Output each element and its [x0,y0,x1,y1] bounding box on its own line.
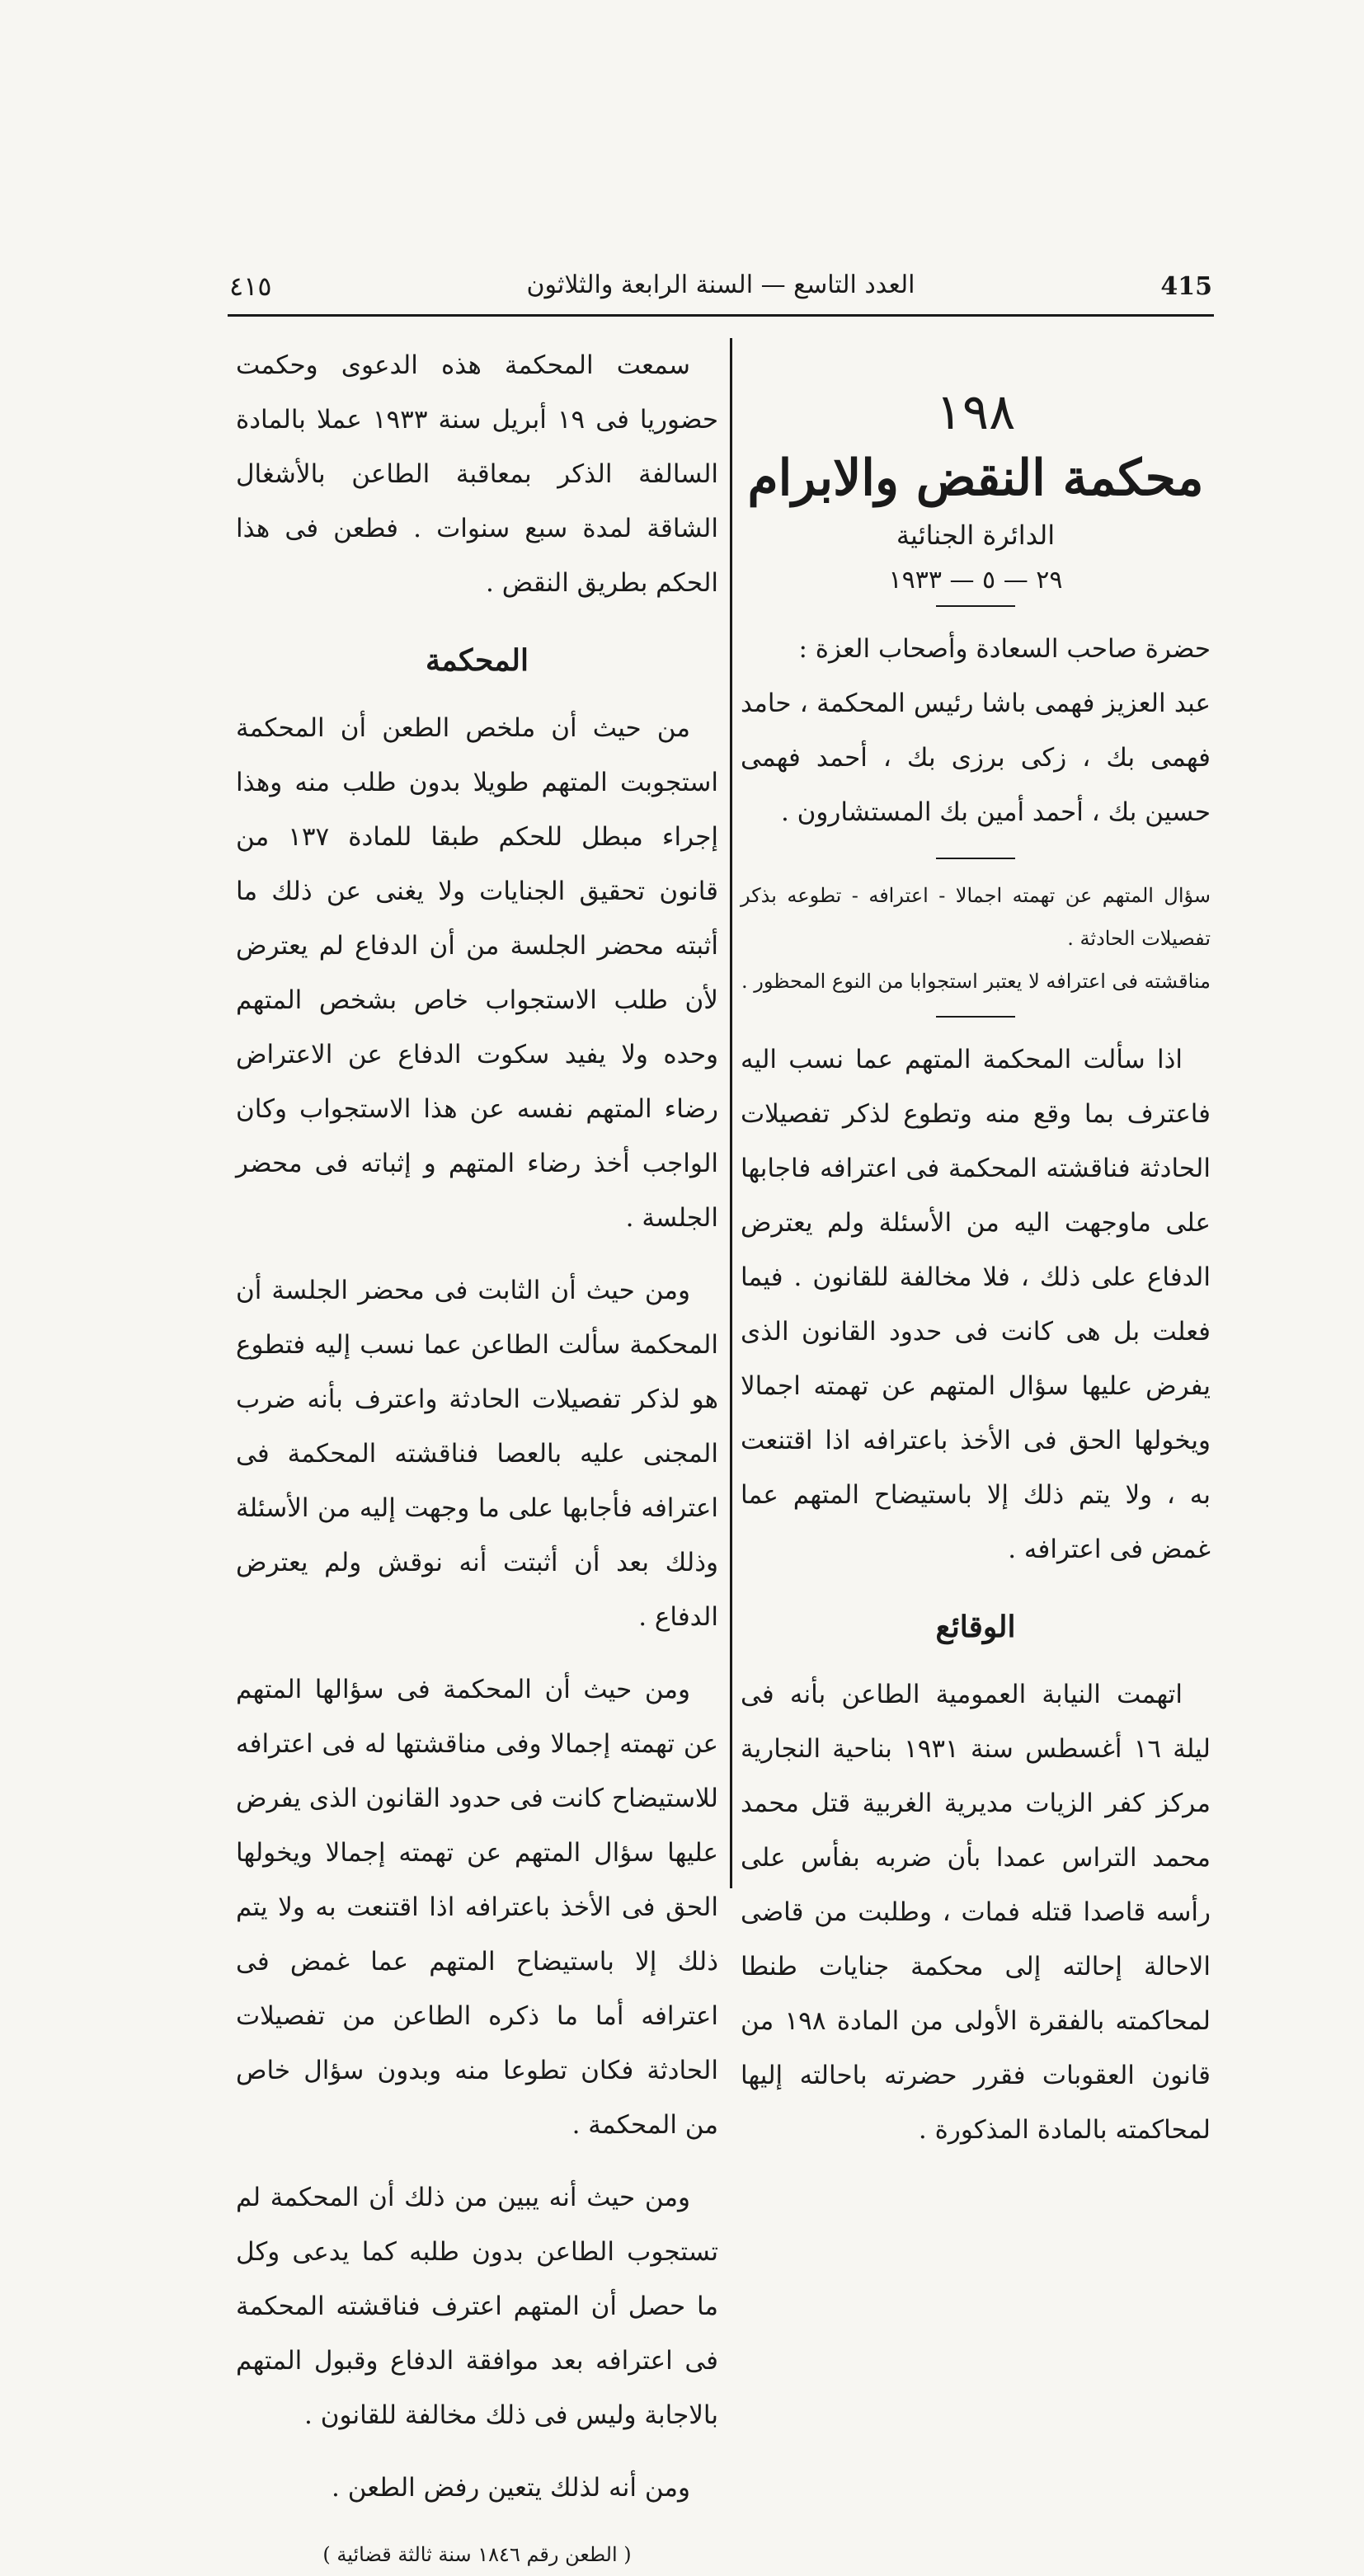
facts-paragraph: اتهمت النيابة العمومية الطاعن بأنه فى ليلة ١٦ أغسطس سنة ١٩٣١ بناحية النجارية مركز كفر الزيات مديرية الغربية قتل محمد محمد التراس عمدا بأن ضربه بفأس على رأسه قاصدا قتله فمات ، وطلبت من قاضى الاحالة إحالته إلى محكمة جنايات طنطا لمحاكمته بالفقرة الأولى من المادة ١٩٨ من قانون العقوبات فقرر حضرته باحالته إليها لمحاكمته بالمادة المذكورة . [741,1680,1211,2145]
reasoning-paragraph: ومن حيث أن المحكمة فى سؤالها المتهم عن تهمته إجمالا وفى مناقشتها له فى اعترافه للاستيضاح كانت فى حدود القانون الذى يفرض عليها سؤال المتهم عن تهمته إجمالا ويخولها الحق فى الأخذ باعترافه اذا اقتنعت به ولا يتم ذلك إلا باستيضاح المتهم عما غمض فى اعترافه أما ما ذكره الطاعن من تفصيلات الحادثة فكان تطوعا منه وبدون سؤال خاص من المحكمة . [236,1675,718,2140]
court-name: محكمة النقض والابرام [747,449,1204,507]
reasoning-paragraph: من حيث أن ملخص الطعن أن المحكمة استجوبت المتهم طويلا بدون طلب منه وهذا إجراء مبطل للحكم طبقا للمادة ١٣٧ من قانون تحقيق الجنايات ولا يغنى عن ذلك ما أثبته محضر الجلسة من أن الدفاع لم يعترض لأن طلب الاستجواب خاص بشخص المتهم وحده ولا يفيد سكوت الدفاع عن الاعتراض رضاء المتهم نفسه عن هذا الاستجواب وكان الواجب أخذ رضاء المتهم و إثباته فى محضر الجلسة . [236,713,718,1233]
case-number: ١٩٨ [935,383,1016,441]
column-divider [730,338,732,1888]
reasoning-paragraph: ومن حيث أنه يبين من ذلك أن المحكمة لم تستجوب الطاعن بدون طلبه كما يدعى وكل ما حصل أن المتهم اعترف فناقشته المحكمة فى اعترافه بعد موافقة الدفاع وقبول المتهم بالاجابة وليس فى ذلك مخالفة للقانون . [236,2183,718,2430]
page-number-arabic: ٤١٥ [229,270,272,302]
appeal-reference: ( الطعن رقم ١٨٤٦ سنة ثالثة قضائية ) [322,2543,632,2566]
ruling-paragraph: ومن أنه لذلك يتعين رفض الطعن . [332,2473,690,2503]
circuit-name: الدائرة الجنائية [896,519,1056,551]
divider [936,858,1015,859]
divider [936,605,1015,607]
judges-names: عبد العزيز فهمى باشا رئيس المحكمة ، حامد فهمى بك ، زكى برزى بك ، أحمد فهمى حسين بك ، أحمد أمين بك المستشارون . [741,689,1211,827]
reasoning-paragraph: ومن حيث أن الثابت فى محضر الجلسة أن المحكمة سألت الطاعن عما نسب إليه فتطوع هو لذكر تفصيلات الحادثة واعترف بأنه ضرب المجنى عليه بالعصا فناقشته المحكمة فى اعترافه فأجابها على ما وجهت إليه من الأسئلة وذلك بعد أن أثبتت أنه نوقش ولم يعترض الدفاع . [236,1276,718,1632]
page-number-latin: 415 [1160,272,1212,301]
header-rule [228,314,1214,317]
summary-line: مناقشته فى اعترافه لا يعتبر استجوابا من النوع المحظور . [741,970,1211,993]
judges-intro: حضرة صاحب السعادة وأصحاب العزة : [798,634,1211,664]
running-title: العدد التاسع — السنة الرابعة والثلاثون [526,270,915,299]
judgment-date: ٢٩ — ٥ — ١٩٣٣ [888,566,1063,595]
case-summary [741,874,1211,1003]
right-column [741,340,1211,2175]
legal-principle: اذا سألت المحكمة المتهم عما نسب اليه فاعترف بما وقع منه وتطوع لذكر تفصيلات الحادثة فناقشته المحكمة فى اعترافه فاجابها على ماوجهت اليه من الأسئلة ولم يعترض الدفاع على ذلك ، فلا مخالفة للقانون . فيما فعلت بل هى كانت فى حدود القانون الذى يفرض عليها سؤال المتهم عن تهمته اجمالا ويخولها الحق فى الأخذ باعترافه اذا اقتنعت به ، ولا يتم ذلك إلا باستيضاح المتهم عما غمض فى اعترافه . [741,1045,1211,1564]
court-heading: المحكمة [425,643,529,678]
summary-line: سؤال المتهم عن تهمته اجمالا - اعترافه - تطوعه بذكر تفصيلات الحادثة . [741,884,1211,950]
intro-paragraph: سمعت المحكمة هذه الدعوى وحكمت حضوريا فى ١٩ أبريل سنة ١٩٣٣ عملا بالمادة السالفة الذكر بمعاقبة الطاعن بالأشغال الشاقة لمدة سبع سنوات . فطعن فى هذا الحكم بطريق النقض . [236,350,718,598]
page-header [229,262,1212,313]
facts-heading: الوقائع [935,1610,1016,1644]
judges-block [741,622,1211,839]
left-column [236,338,718,2576]
divider [936,1016,1015,1018]
